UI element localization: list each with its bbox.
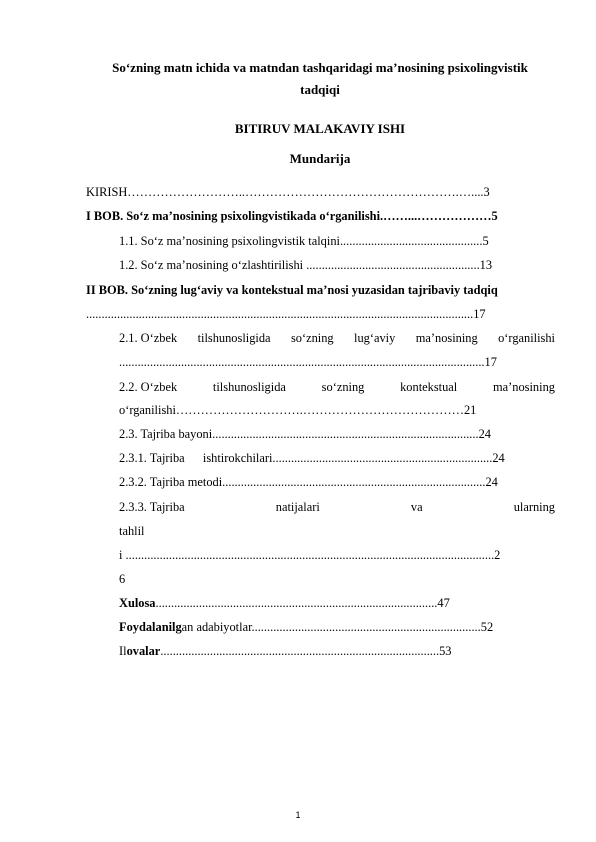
toc-chapter-2[interactable]: II BOB. So‘zning lug‘aviy va kontekstual ma’nosi yuzasidan tajribaviy tadqiq xyxy=(86,283,498,297)
toc-word: ma’nosining xyxy=(415,331,478,345)
toc-chapter-1[interactable]: I BOB. So‘z ma’nosining psixolingvistikada o‘rganilishi.……...………………5 xyxy=(86,209,498,223)
toc-word: va xyxy=(410,500,423,514)
toc-word: tilshunosligida xyxy=(212,380,286,394)
toc-text: Xulosa xyxy=(119,596,156,610)
toc-section-1-2[interactable]: 1.2. So‘z ma’nosining o‘zlashtirilishi ........................................................13 xyxy=(119,258,493,272)
toc-text: F xyxy=(119,620,127,634)
document-subtitle: BITIRUV MALAKAVIY ISHI xyxy=(234,121,406,136)
toc-section-2-3-3[interactable] xyxy=(119,500,555,514)
toc-word: natijalari xyxy=(275,500,320,514)
toc-word: 2.2. O‘zbek xyxy=(119,380,178,394)
toc-word: 2.3.3. Tajriba xyxy=(119,500,185,514)
page-number: 1 xyxy=(295,810,301,820)
toc-section-2-3-3-line-2: tahlil xyxy=(119,524,145,538)
toc-section-2-1-leader: ......................................................................................................................17 xyxy=(119,355,497,369)
toc-references[interactable] xyxy=(119,620,555,634)
toc-appendices[interactable] xyxy=(119,644,555,658)
toc-text: Il xyxy=(119,644,127,658)
contents-heading: Mundarija xyxy=(289,151,351,166)
document-title-line-1: So‘zning matn ichida va matndan tashqaridagi ma’nosining psixolingvistik xyxy=(112,60,528,75)
toc-chapter-2-leader: .............................................................................................................................17 xyxy=(86,307,486,321)
toc-word: tilshunosligida xyxy=(197,331,271,345)
toc-section-2-3-3-line-3: i .......................................................................................................................2 xyxy=(119,548,501,562)
toc-section-2-3-2[interactable]: 2.3.2. Tajriba metodi.....................................................................................24 xyxy=(119,475,498,489)
toc-word: kontekstual xyxy=(400,380,458,394)
toc-section-2-3[interactable]: 2.3. Tajriba bayoni......................................................................................24 xyxy=(119,427,491,441)
toc-xulosa[interactable] xyxy=(119,596,555,610)
toc-section-2-2[interactable] xyxy=(119,380,555,394)
toc-section-2-3-3-line-4: 6 xyxy=(119,572,126,586)
toc-leader: ...........................................................................................47 xyxy=(155,596,450,610)
toc-section-2-1[interactable] xyxy=(119,331,555,345)
toc-kirish[interactable]: KIRISH………………………..…………………………………………….…....3 xyxy=(86,185,490,199)
toc-word: o‘rganilishi xyxy=(498,331,555,345)
toc-text: 2.3.1. Tajriba xyxy=(119,451,185,465)
toc-word: so‘zning xyxy=(321,380,365,394)
document-title-line-2: tadqiqi xyxy=(300,82,340,97)
toc-section-1-1[interactable]: 1.1. So‘z ma’nosining psixolingvistik talqini..............................................5 xyxy=(119,234,489,248)
toc-text: ovalar xyxy=(126,644,161,658)
toc-leader: ..........................................................................................53 xyxy=(160,644,452,658)
toc-text: oydalanilg xyxy=(126,620,182,634)
toc-section-2-3-1[interactable] xyxy=(119,451,555,465)
toc-word: ularning xyxy=(513,500,555,514)
toc-leader: ..........................................................................52 xyxy=(251,620,494,634)
toc-word: ma’nosining xyxy=(493,380,555,394)
toc-text: an adabiyotlar xyxy=(181,620,252,634)
toc-word: so‘zning xyxy=(290,331,334,345)
toc-text: ishtirokchilari.......................................................................24 xyxy=(202,451,505,465)
toc-word: 2.1. O‘zbek xyxy=(119,331,178,345)
toc-section-2-2-continued: o‘rganilishi………………………….…………………………………21 xyxy=(119,403,477,417)
toc-word: lug‘aviy xyxy=(354,331,396,345)
